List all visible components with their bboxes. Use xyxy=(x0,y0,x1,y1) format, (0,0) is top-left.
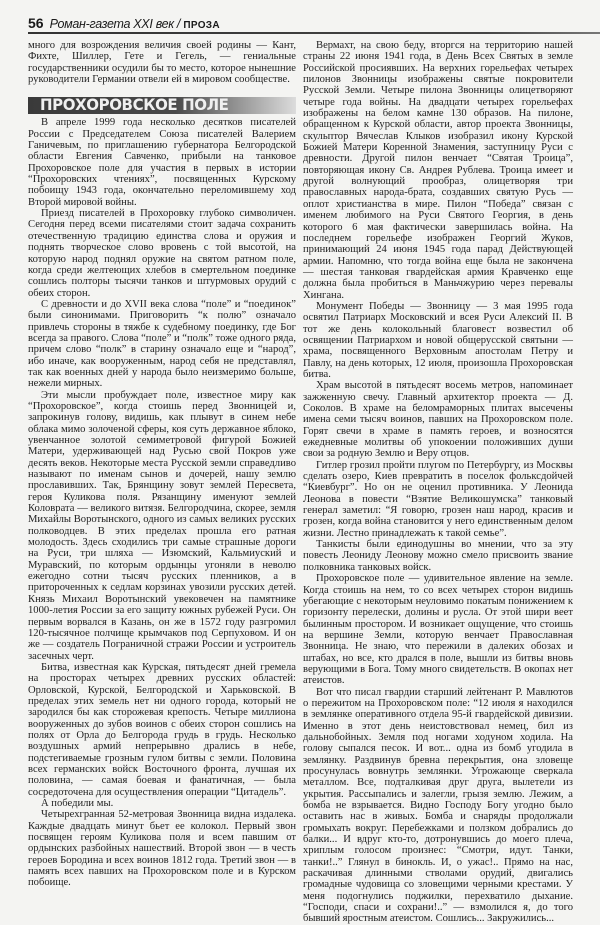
right-column xyxy=(303,40,573,925)
left-column xyxy=(28,40,296,889)
paragraph: Вот что писал гвардии старший лейтенант Р. Мавлютов о пережитом на Прохоровском поле: “12 июля я находился в землянке оперативного отдела 95-й гвардейской дивизии. Именно в этот день неистовствовал немец, бил из дальнобойных. Земля под ногами ходуном ходила. На голову сыпался песок. И вот... одна из бомб угодила в землянку. Раздвинув бревна перекрытия, она зловеще просунулась вовнутрь землянки. Угрожающе сверкала металлом. Все, подталкивая друг друга, вылетели из укрытия. Рассыпались и залегли, грызя землю. Лежим, а бомба не взрывается. Видно Господу Богу угодно было оставить нас в живых. Бомба и снаряды продолжали громыхать вокруг. Перебежками и ползком добрались до балки... И вдруг кто-то, дотронувшись до моего плеча, хриплым голосом произнес: “Смотри, идут. Танки, танки!..” Глянул в бинокль. И, о ужас!.. Прямо на нас, раскачивая длинными стволами орудий, двигались громадные чудовища со зловещими черными крестами. У меня подогнулись поджилки, перехватило дыхание. “Господи, спаси и сохрани!..” — взмолился я, до того бывший яростным атеистом. Сошлись... Закружились... xyxy=(303,686,573,925)
paragraph: Битва, известная как Курская, пятьдесят дней гремела на просторах четырех древних русских областей: Орловской, Курской, Белгородской и Харьковской. В пределах этих земель нет ни одного города, который не зародился бы как сторожевая крепость. Четыре миллиона вооруженных до зубов воинов с обеих сторон сошлись на полях от Орла до Белгорода грудь в грудь. Несколько воздушных армий непрерывно дрались в небе, подстегиваемые грозным гулом битвы с земли. Половина всех германских войск Восточного фронта, лучшая их половина, — самая боевая и фанатичная, — была сосредоточена для осуществления операции “Цитадель”. xyxy=(28,661,296,798)
paragraph: Храм высотой в пятьдесят восемь метров, напоминает зажженную свечу. Главный архитектор проекта — Д. Соколов. В храме на беломраморных плитах высечены имена семи тысяч воинов, павших на Прохоровском поле. Горят свечи в храме в память героев, и возносятся ежедневные молитвы об упокоении положивших души свои за родную Землю и Веру отцов. xyxy=(303,380,573,460)
paragraph: А победили мы. xyxy=(41,798,114,809)
article-heading: ПРОХОРОВСКОЕ ПОЛЕ xyxy=(40,95,229,115)
header-rule xyxy=(28,32,600,34)
intro-fragment: много для возрождения величия своей родины — Кант, Фихте, Шиллер, Гете и Гегель, — гениальные государственники осудили бы то место, которое нынешние руководители Германии отвели ей в мировом сообществе. xyxy=(28,40,296,86)
separator: / xyxy=(176,17,181,31)
paragraph: В апреле 1999 года несколько десятков писателей России с Председателем Союза писателей Валерием Ганичевым, по приглашению губернатора Белгородской области Евгения Савченко, прибыли на танковое Прохоровское поле для участия в первых в истории “Прохоровских чтениях”, посвященных Курскому побоищу 1943 года, окончательно переломившему ход Второй мировой войны. xyxy=(28,117,296,208)
paragraph: Эти мысли пробуждает поле, известное миру как “Прохоровское”, когда стоишь перед Звонницей и, запрокинув голову, видишь, как плывут в синем небе облака мимо золоченой сферы, коя суть державное яблоко, увенчанное золотой семиметровой фигурой Божией Матери, удерживающей над Русью свой Покров уже десять веков. Некоторые места Русской земли справедливо называют по именам сынов и дочерей, нашу землю прославивших. Так, Брянщину зовут землей Пересвета, героя Куликова поля. Рязанщину именуют землей Коловрата — великого витязя. Белгородчина, скорее, земля Михайлы Воротынского, одного из самых великих русских полководцев. В этих пределах прошла его ратная молодость. Здесь сходились три самые страшные дороги на Руси, три шляха — Изюмский, Кальмиуский и Муравский, по которым ордынцы угоняли в неволю ежегодно сотни тысяч русских пленников, а в притороченных к седлам корзинах увозили русских детей. Князь Михаил Воротынский увековечен на памятнике 1000-летия России за его защиту южных рубежей Руси. Он первым ворвался в Казань, он же в 1572 году разгромил 120-тысячное полчище крымчаков под Серпуховом. И он же — создатель Пограничной стражи России и устроитель засечных черт. xyxy=(28,389,296,662)
paragraph: Четырехгранная 52-метровая Звонница видна издалека. Каждые двадцать минут бьет ее колокол. Первый звон посвящен героям Куликова поля и всем павшим от ордынских разбойных нашествий. Второй звон — в честь героев Бородина и всех воинов 1812 года. Третий звон — в память всех павших на Прохоровском поле и в Курском побоище. xyxy=(28,809,296,889)
paragraph: Гитлер грозил пройти плугом по Петербургу, из Москвы сделать озеро, Киев превратить в поселок фольксдойчей “Киевбург”. Но он не оценил противника. У Леонида Леонова в повести “Взятие Великошумска” танковый генерал заметил: “Я говорю, грозен наш народ, красив и грозен, когда война становится у него единственным делом жизни. Лестно принадлежать к такой семье”. xyxy=(303,459,573,539)
paragraph: Прохоровское поле — удивительное явление на земле. Когда стоишь на нем, то со всех четырех сторон видишь убегающие с некоторым неуловимо покатым понижением к горизонту перелески, долины и русла. От этой шири веет былинным простором. И возникает ощущение, что стоишь на вершине Земли, которую венчает Православная Звонница. Не знаю, что пережили в далеких обозах и штабах, но все, кто дрался в поле, вышли из битвы вновь верующими в Бога. Тому много свидетельств. В окопах нет атеистов. xyxy=(303,573,573,687)
paragraph: Вермахт, на свою беду, вторгся на территорию нашей страны 22 июня 1941 года, в День Всех Святых в земле Российской просиявших. На верхних горельефах четырех пилонов Звонницы изображены святые покровители Русской Земли. Четыре пилона Звонницы олицетворяют четыре года войны. На двадцати четырех горельефах изображены на белом камне 130 образов. На пилоне, обращенном к Курской области, автор проекта Звонницы, скульптор Вячеслав Клыков изобразил икону Курской Божией Матери Коренной Знамения, заступницу Руси с древности. Другой пилон венчает “Святая Троица”, повторяющая икону Св. Андрея Рублева. Троица имеет и другой волнующий прообраз, олицетворяя три православных народа-брата, создавших святую Русь — оплот христианства в мире. Пилон “Победа” связан с именем любимого на Руси Святого Георгия, в день которого 6 мая фактически завершилась война. На последнем горельефе изображен Георгий Жуков, принимающий 24 июня 1945 года парад Действующей армии. Напомню, что тогда война еще была не закончена — шестая танковая гвардейская армия Кравченко еще должна была пробиться в Маньчжурию через перевалы Хингана. xyxy=(303,40,573,301)
paragraph: Танкисты были единодушны во мнении, что за эту повесть Леониду Леонову можно смело присвоить звание полковника танковых войск. xyxy=(303,539,573,573)
paragraph: С древности и до XVII века слова “поле” и “поединок” были синонимами. Приговорить “к полю” означало привлечь стороны в тяжбе к судебному поединку, где Бог всегда за правого. Слова “поле” и “полк” тоже одного ряда, причем слово “полк” в старину означало еще и “народ”, ибо иначе, как вооруженным, народ себя не представлял, так как военных дней у народа было неизмеримо больше, нежели мирных. xyxy=(28,298,296,390)
paragraph: Приезд писателей в Прохоровку глубоко символичен. Сегодня перед всеми писателями стоит задача сохранить отечественную традицию единства слова и оружия и поднять творческое слово вровень с той высотой, на которую народ поднял оружие на святом ратном поле, когда среди желтеющих хлебов в смертельном поединке сошлись полторы тысячи танков и штурмовых орудий с обеих сторон. xyxy=(28,208,296,299)
running-head xyxy=(28,15,600,33)
magazine-title: Роман-газета XXI век xyxy=(49,17,174,31)
page-number: 56 xyxy=(28,15,44,31)
paragraph: Монумент Победы — Звонницу — 3 мая 1995 года освятил Патриарх Московский и всея Руси Алексий II. В тот же день колокольный благовест возвестил об освящении Патриархом и новой общерусской святыни — храма, посвященного Верховным апостолам Петру и Павлу, на день которых, 12 июля, произошла Прохоровская битва. xyxy=(303,300,573,380)
article-heading-bar xyxy=(28,97,296,114)
section-label: ПРОЗА xyxy=(183,20,220,31)
